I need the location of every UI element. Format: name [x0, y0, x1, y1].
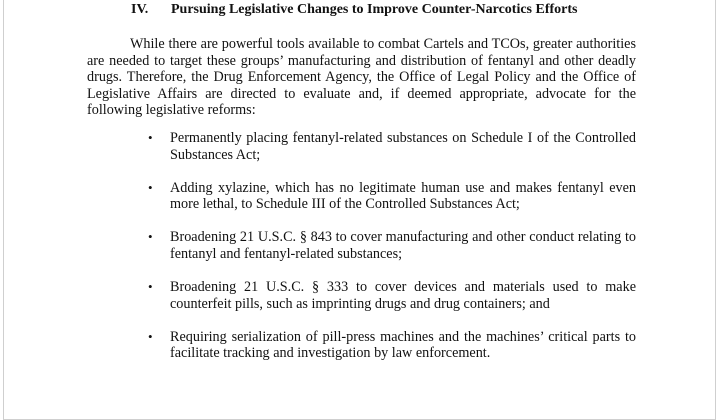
section-number: IV. — [131, 2, 149, 17]
list-item-text: Broadening 21 U.S.C. § 333 to cover devices and materials used to make counterfeit pills, such as imprinting drugs and drug containers; and — [170, 279, 636, 312]
bullet-icon: • — [148, 328, 153, 344]
list-item — [148, 279, 636, 312]
section-title: Pursuing Legislative Changes to Improve Counter-Narcotics Efforts — [171, 2, 578, 17]
bullet-icon: • — [148, 179, 153, 195]
reform-list — [148, 130, 636, 378]
intro-paragraph: While there are powerful tools available to combat Cartels and TCOs, greater authorities are needed to target these groups’ manufacturing and distribution of fentanyl and other deadly drugs. Therefore, the Drug Enforcement Agency, the Office of Legal Policy and the Office of Legislative Affairs are directed to evaluate and, if deemed appropriate, advocate for the following legislative reforms: — [87, 36, 636, 119]
bullet-icon: • — [148, 279, 153, 295]
list-item-text: Broadening 21 U.S.C. § 843 to cover manufacturing and other conduct relating to fentanyl and fentanyl-related substances; — [170, 229, 636, 262]
list-item-text: Requiring serialization of pill-press machines and the machines’ critical parts to facilitate tracking and investigation by law enforcement. — [170, 328, 636, 362]
list-item-text: Adding xylazine, which has no legitimate human use and makes fentanyl even more lethal, to Schedule III of the Controlled Substances Act; — [170, 179, 636, 213]
list-item — [148, 130, 636, 163]
list-item — [148, 180, 636, 213]
list-item — [148, 229, 636, 262]
list-item-text: Permanently placing fentanyl-related substances on Schedule I of the Controlled Substances Act; — [170, 130, 636, 163]
bullet-icon: • — [148, 229, 153, 245]
list-item — [148, 329, 636, 362]
bullet-icon: • — [148, 130, 153, 145]
